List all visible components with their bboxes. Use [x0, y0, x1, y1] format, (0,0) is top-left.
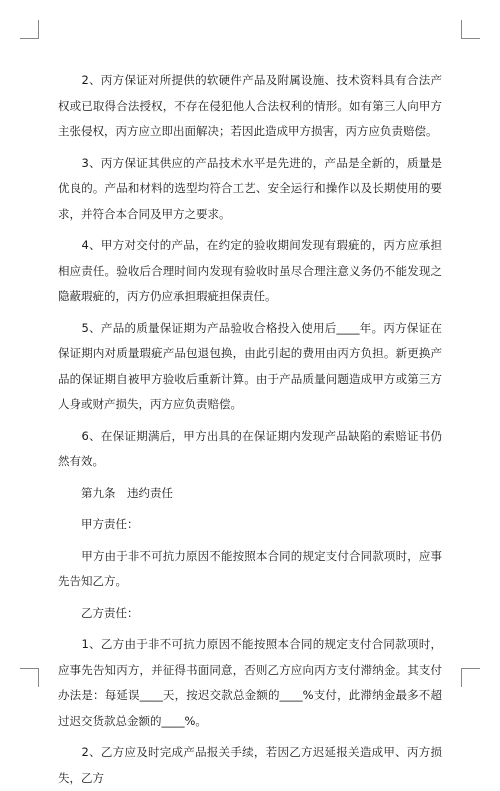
paragraph-acceptance-defects: 4、甲方对交付的产品，在约定的验收期间发现有瑕疵的，丙方应承担相应责任。验收后合理时间内发现有验收时虽尽合理注意义务仍不能发现之隐蔽瑕疵的，丙方仍应承担瑕疵担保责任。 [58, 238, 442, 303]
paragraph-warranty-period: 5、产品的质量保证期为产品验收合格投入使用后____年。丙方保证在保证期内对质量瑕疵产品包退包换，由此引起的费用由丙方负担。新更换产品的保证期自被甲方验收后重新计算。由于产品质量问题造成甲方或第三方人身或财产损失，丙方应负责赔偿。 [58, 320, 442, 411]
subheading-party-b: 乙方责任： [58, 605, 139, 620]
paragraph-warranty-tech: 3、丙方保证其供应的产品技术水平是先进的，产品是全新的，质量是优良的。产品和材料的选型均符合工艺、安全运行和操作以及长期使用的要求，并符合本合同及甲方之要求。 [58, 155, 442, 221]
subheading-party-a: 甲方责任： [58, 517, 139, 531]
paragraph-warranty-ip: 2、丙方保证对所提供的软硬件产品及附属设施、技术资料具有合法产权或已取得合法授权，不存在侵犯他人合法权利的情形。如有第三人向甲方主张侵权，丙方应立即出面解决；若因此造成甲方损害，丙方应负责赔偿。 [58, 73, 442, 138]
paragraph-party-b-customs: 2、乙方应及时完成产品报关手续，若因乙方迟延报关造成甲、丙方损失，乙方 [58, 745, 442, 785]
crop-mark-top-right [461, 20, 480, 39]
paragraph-party-a-liability: 甲方由于非不可抗力原因不能按照本合同的规定支付合同款项时，应事先告知乙方。 [58, 548, 442, 588]
crop-mark-bottom-left [20, 668, 39, 687]
crop-mark-bottom-right [461, 668, 480, 687]
document-body [58, 68, 442, 791]
paragraph-claim-certificate: 6、在保证期满后，甲方出具的在保证期内发现产品缺陷的索赔证书仍然有效。 [58, 428, 442, 468]
crop-mark-top-left [20, 20, 39, 39]
paragraph-party-b-late-fee: 1、乙方由于非不可抗力原因不能按照本合同的规定支付合同款项时，应事先告知丙方，并征得书面同意，否则乙方应向丙方支付滞纳金。其支付办法是：每延误____天，按迟交款总金额的____%支付，此滞纳金最多不超过迟交货款总金额的____%。 [58, 637, 442, 728]
section-heading-article-9: 第九条 违约责任 [58, 485, 173, 500]
